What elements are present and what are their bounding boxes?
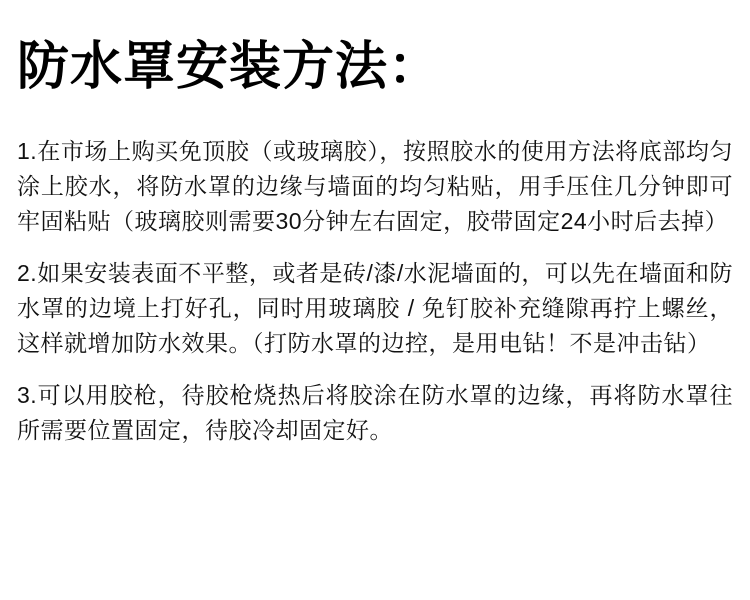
instruction-paragraph-2: 2.如果安装表面不平整，或者是砖/漆/水泥墙面的，可以先在墙面和防水罩的边境上打好孔，同时用玻璃胶 / 免钉胶补充缝隙再拧上螺丝，这样就增加防水效果。（打防水罩的边控，是用电钻！不是冲击钻） [17,260,733,357]
instruction-paragraph-1: 1.在市场上购买免顶胶（或玻璃胶），按照胶水的使用方法将底部均匀涂上胶水，将防水罩的边缘与墙面的均匀粘贴，用手压住几分钟即可牢固粘贴（玻璃胶则需要30分钟左右固定，胶带固定24小时后去掉） [17,138,733,235]
instruction-paragraph-3: 3.可以用胶枪，待胶枪烧热后将胶涂在防水罩的边缘，再将防水罩往所需要位置固定，待胶冷却固定好。 [17,382,733,444]
page-title: 防水罩安装方法： [17,38,442,96]
